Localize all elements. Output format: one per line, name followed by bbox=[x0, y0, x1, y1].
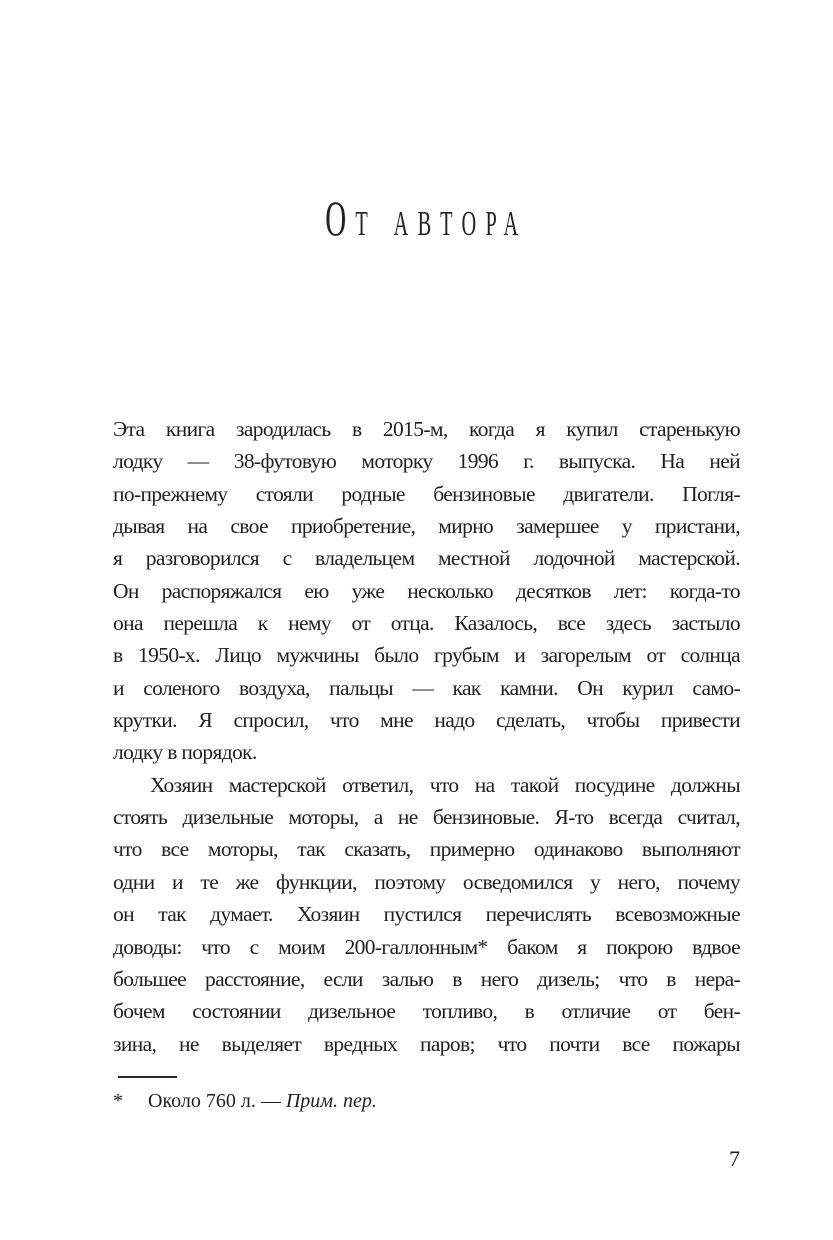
text-line: Хозяин мастерской ответил, что на такой посудине должны bbox=[150, 772, 740, 797]
text-line: она перешла к нему от отца. Казалось, все здесь застыло bbox=[113, 611, 740, 636]
chapter-title bbox=[113, 191, 740, 245]
footnote-text: Около 760 л. — bbox=[148, 1090, 286, 1112]
text-line: и соленого воздуха, пальцы — как камни. Он курил само- bbox=[113, 675, 740, 700]
text-line: крутки. Я спросил, что мне надо сделать, чтобы привести bbox=[113, 708, 740, 733]
footnote-divider bbox=[118, 1076, 177, 1078]
footnote-marker: * bbox=[113, 1090, 123, 1112]
text-line: Он распоряжался ею уже несколько десятков лет: когда-то bbox=[113, 578, 740, 603]
text-line: доводы: что с моим 200-галлонным* баком я покрою вдвое bbox=[113, 934, 740, 959]
text-line: он так думает. Хозяин пустился перечислять всевозможные bbox=[113, 902, 740, 927]
text-line: по-прежнему стояли родные бензиновые двигатели. Погля- bbox=[113, 481, 740, 506]
page-number: 7 bbox=[729, 1146, 740, 1171]
text-line: в 1950-х. Лицо мужчины было грубым и загорелым от солнца bbox=[113, 643, 740, 668]
text-line: лодку в порядок. bbox=[113, 740, 257, 765]
text-line: дывая на свое приобретение, мирно замершее у пристани, bbox=[113, 514, 740, 539]
text-line: стоять дизельные моторы, а не бензиновые. Я-то всегда считал, bbox=[113, 805, 740, 830]
text-line: бочем состоянии дизельное топливо, в отличие от бен- bbox=[113, 999, 740, 1024]
text-line: большее расстояние, если залью в него дизель; что в нера- bbox=[113, 966, 740, 991]
text-line: одни и те же функции, поэтому осведомился у него, почему bbox=[113, 869, 740, 894]
footnote bbox=[113, 1087, 740, 1115]
text-line: что все моторы, так сказать, примерно одинаково выполняют bbox=[113, 837, 740, 862]
chapter-title-text: От автора bbox=[325, 190, 528, 246]
text-line: зина, не выделяет вредных паров; что почти все пожары bbox=[113, 1031, 740, 1056]
text-line: я разговорился с владельцем местной лодочной мастерской. bbox=[113, 546, 740, 571]
footnote-source: Прим. пер. bbox=[285, 1090, 377, 1112]
text-line: Эта книга зародилась в 2015-м, когда я купил старенькую bbox=[113, 417, 740, 441]
body-text bbox=[113, 413, 740, 1060]
text-line: лодку — 38-футовую моторку 1996 г. выпуска. На ней bbox=[113, 449, 740, 474]
